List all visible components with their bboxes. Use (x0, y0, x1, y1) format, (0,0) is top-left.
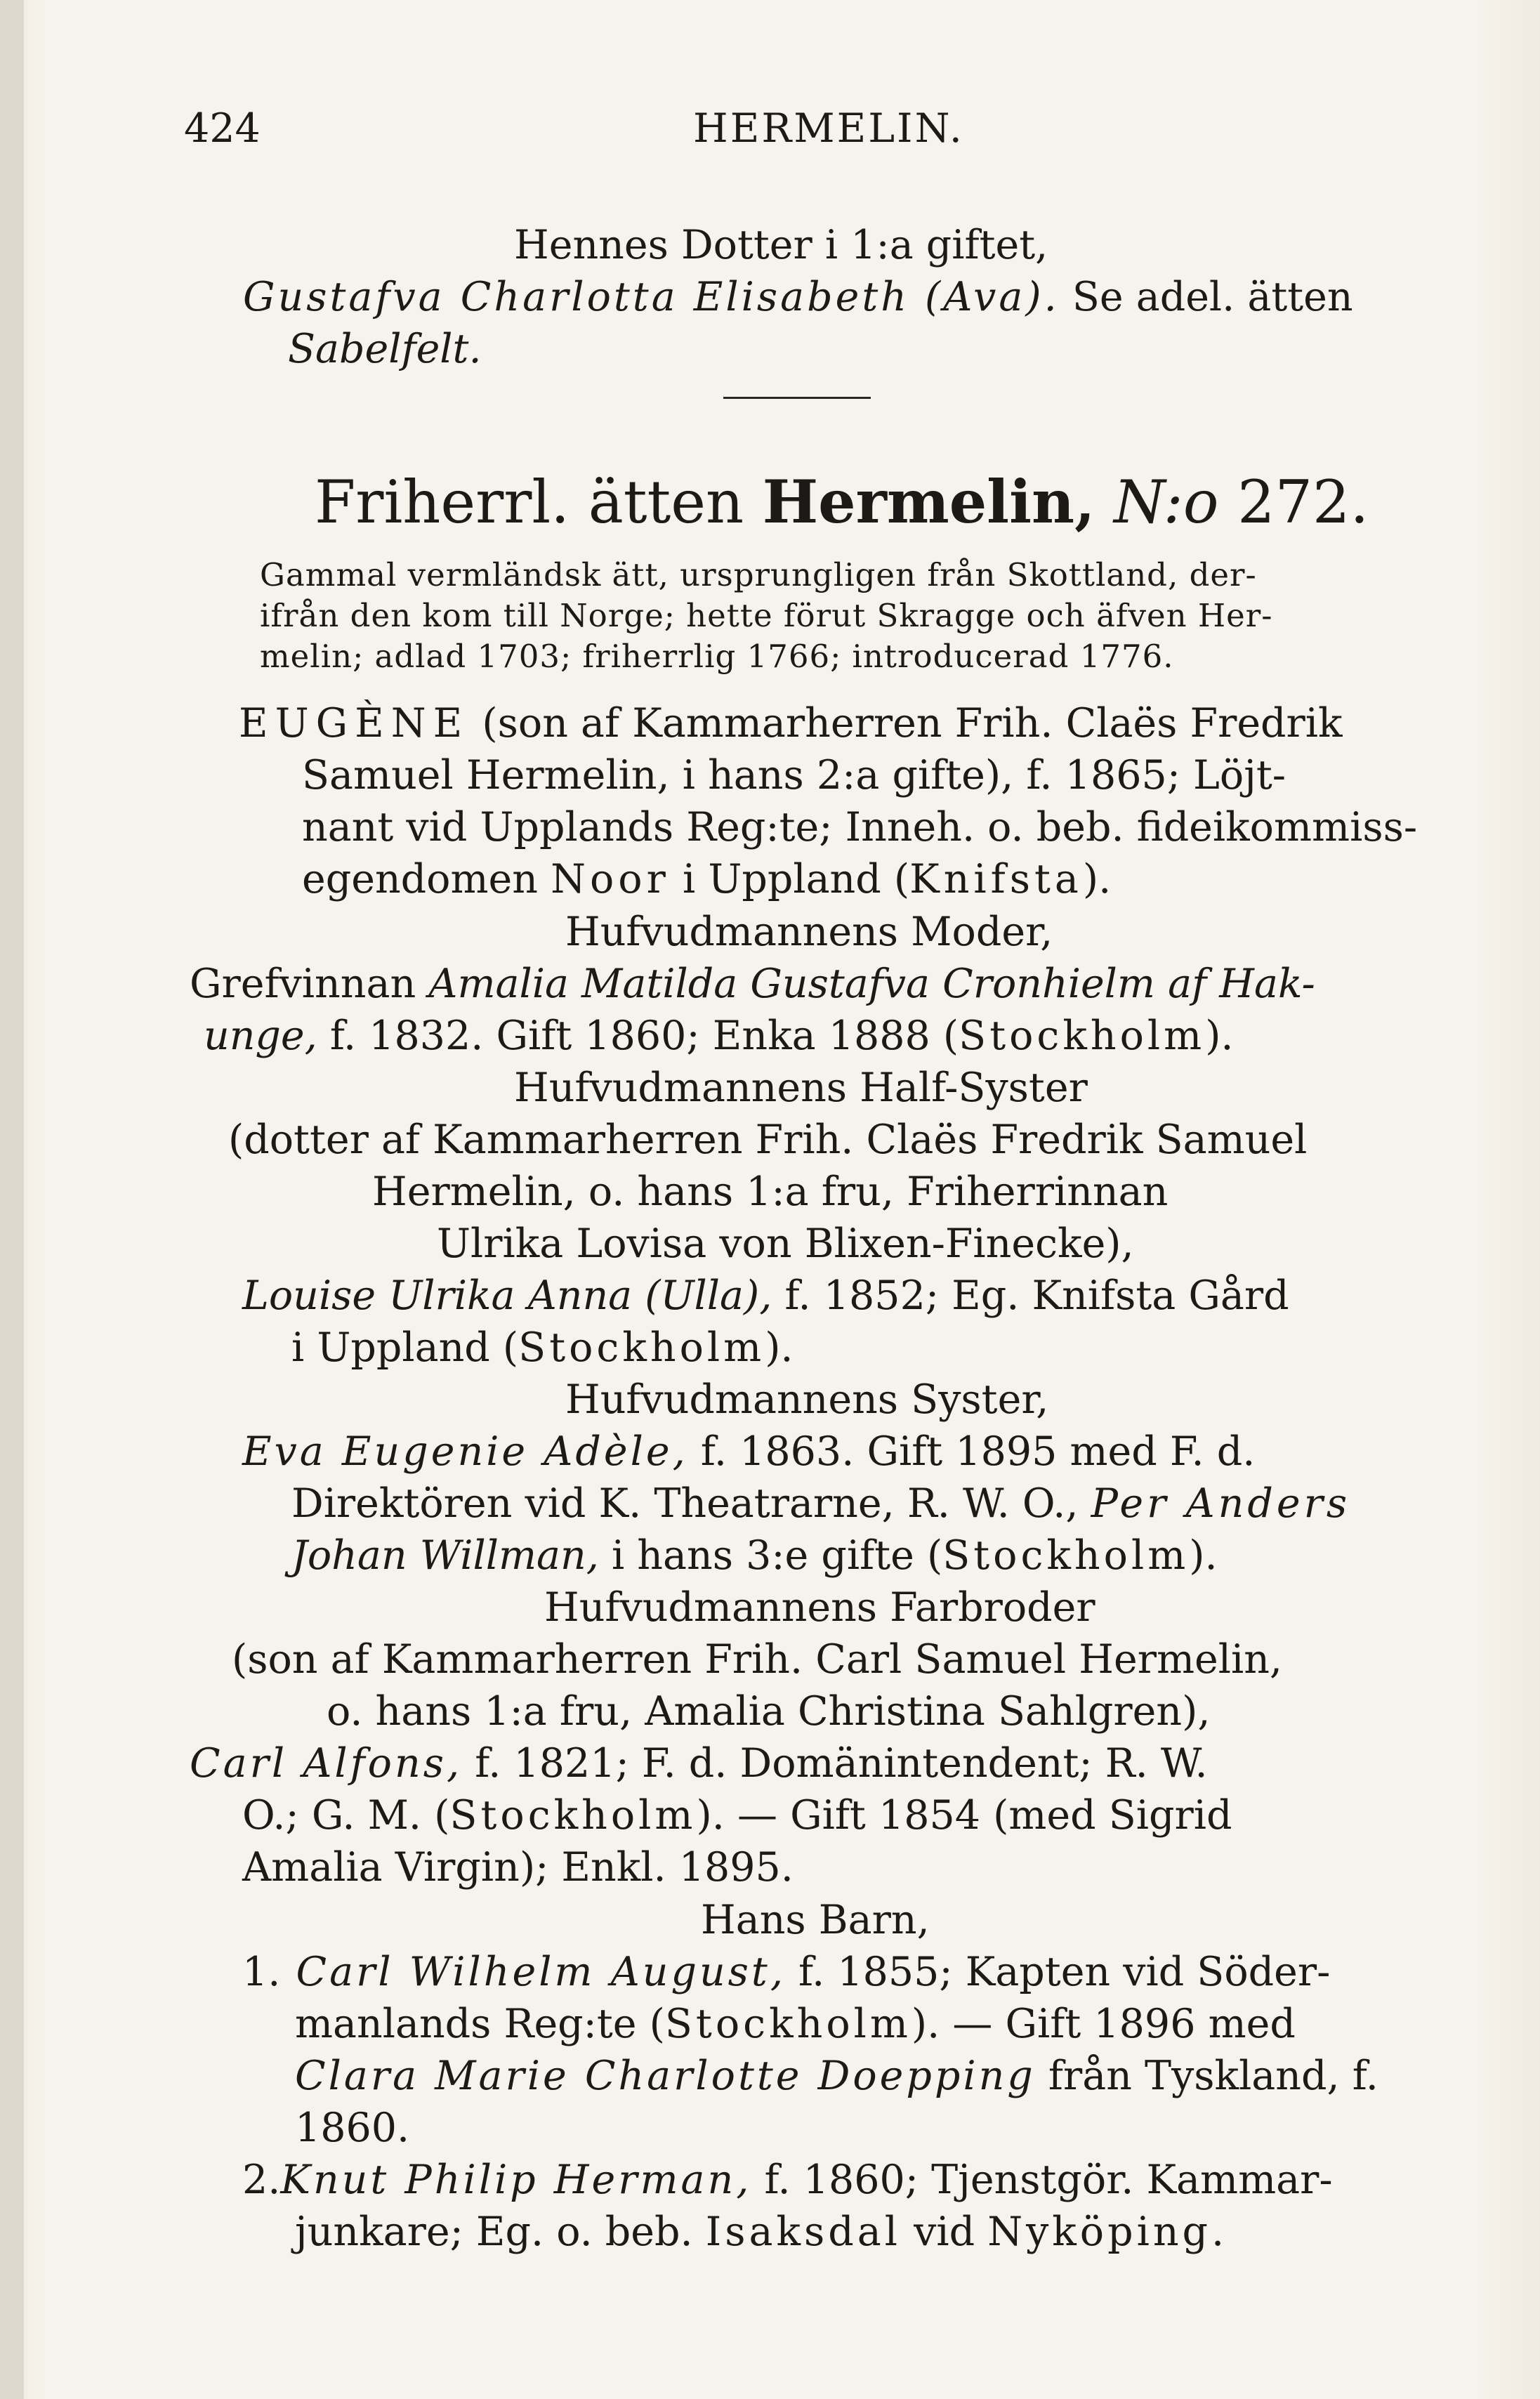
half-sister-section (190, 1062, 1454, 1374)
half-sister-line-1 (190, 1270, 1454, 1322)
head-line-4-a: egendomen (302, 856, 551, 902)
head-line-4-c: ). (1082, 856, 1112, 902)
mother-name: Amalia Matilda Gustafva Cronhielm af Hak- (428, 961, 1315, 1007)
children-section (190, 1894, 1454, 2258)
sister-line-2-a: Direktören vid K. Theatrarne, R. W. O., (291, 1480, 1091, 1527)
half-sister-line-2-b: ). (765, 1325, 794, 1371)
head-entry-line-2: Samuel Hermelin, i hans 2:a gifte), f. 1865; Löjt- (302, 752, 1286, 798)
half-sister-name: Louise Ulrika Anna (Ulla), (242, 1273, 772, 1319)
uncle-line-2-a: O.; G. M. ( (242, 1792, 450, 1839)
intro-line-3: Sabelfelt. (288, 326, 482, 372)
uncle-parent-2: o. hans 1:a fru, Amalia Christina Sahlgren), (327, 1688, 1211, 1735)
half-sister-parent-2: Hermelin, o. hans 1:a fru, Friherrinnan (372, 1169, 1169, 1215)
uncle-line-1 (190, 1737, 1454, 1789)
head-line-4-b: i Uppland ( (669, 856, 910, 902)
child-1-place: Stockholm (664, 2001, 912, 2047)
sister-place: Stockholm (942, 1532, 1190, 1579)
uncle-line-3: Amalia Virgin); Enkl. 1895. (242, 1844, 794, 1891)
half-sister-parent-1: (dotter af Kammarherren Frih. Claës Fredrik Samuel (228, 1117, 1308, 1163)
child-2-line-2-a: junkare; Eg. o. beb. (295, 2209, 706, 2255)
history-line-2: ifrån den kom till Norge; hette förut Skragge och äfven Her- (260, 597, 1273, 634)
head-parish: Knifsta (909, 856, 1083, 902)
history-line-3: melin; adlad 1703; friherrlig 1766; introducerad 1776. (260, 638, 1174, 675)
child-2-line-2-b: vid (901, 2209, 988, 2255)
child-1-line-3 (190, 2050, 1454, 2102)
head-estate: Noor (551, 856, 670, 902)
title-name: Hermelin, (762, 467, 1095, 537)
history-line-1: Gammal vermländsk ätt, ursprungligen från Skottland, der- (260, 556, 1257, 593)
family-title (315, 467, 1369, 537)
intro-block (190, 219, 1454, 375)
uncle-parent-1: (son af Kammarherren Frih. Carl Samuel Hermelin, (232, 1636, 1283, 1683)
child-1-line-2-a: manlands Reg:te ( (295, 2001, 665, 2047)
uncle-name: Carl Alfons, (190, 1740, 463, 1787)
half-sister-line-1-rest: f. 1852; Eg. Knifsta Gård (772, 1273, 1289, 1319)
child-1-name: Carl Wilhelm August, (280, 1949, 786, 1995)
head-entry-line-4 (239, 853, 1503, 905)
child-2-line-1-rest: f. 1860; Tjenstgör. Kammar- (751, 2157, 1333, 2203)
children-heading: Hans Barn, (701, 1897, 930, 1943)
child-1-spouse-name: Clara Marie Charlotte Doepping (295, 2053, 1036, 2099)
mother-line-2-rest: f. 1832. Gift 1860; Enka 1888 ( (317, 1013, 959, 1059)
page-header (184, 105, 1448, 162)
intro-line-2 (190, 271, 1454, 323)
sister-section (190, 1374, 1454, 1582)
child-2-name: Knut Philip Herman, (280, 2157, 752, 2203)
page-number: 424 (184, 105, 261, 152)
title-num-prefix: N:o (1095, 468, 1219, 537)
separator-rule (723, 397, 871, 399)
sister-spouse-name-end: Johan Willman, (291, 1532, 599, 1579)
uncle-section (190, 1582, 1454, 1893)
sister-line-3-end: ). (1189, 1532, 1218, 1579)
half-sister-heading: Hufvudmannens Half-Syster (514, 1065, 1088, 1111)
head-entry-line-1 (239, 697, 1503, 749)
page-edge-shadow (0, 0, 24, 2399)
child-1-line-3-rest: från Tyskland, f. (1035, 2053, 1378, 2099)
mother-heading: Hufvudmannens Moder, (565, 909, 1053, 955)
child-1-line-2-b: ). — Gift 1896 med (911, 2001, 1296, 2047)
half-sister-line-2-a: i Uppland ( (291, 1325, 519, 1371)
child-1-line-1-rest: f. 1855; Kapten vid Söder- (785, 1949, 1331, 1995)
child-2-line-1 (190, 2154, 1454, 2206)
head-line-1-rest: (son af Kammarherren Frih. Claës Fredrik (469, 700, 1343, 747)
running-head: HERMELIN. (693, 105, 964, 152)
uncle-line-1-rest: f. 1821; F. d. Domänintendent; R. W. (462, 1740, 1208, 1787)
mother-line-1 (190, 958, 1454, 1010)
uncle-heading: Hufvudmannens Farbroder (544, 1584, 1095, 1631)
head-entry (239, 697, 1503, 905)
mother-place: Stockholm (959, 1013, 1206, 1059)
history-block (260, 555, 1524, 677)
mother-title: Grefvinnan (190, 961, 429, 1007)
uncle-place: Stockholm (449, 1792, 697, 1839)
child-2-estate: Isaksdal (705, 2209, 902, 2255)
mother-section (190, 906, 1454, 1062)
sister-line-2 (190, 1478, 1454, 1530)
sister-spouse-name: Per Anders (1091, 1480, 1351, 1527)
child-1-line-4: 1860. (295, 2105, 410, 2151)
child-1-line-1 (190, 1946, 1454, 1998)
child-2-town: Nyköping (987, 2209, 1212, 2255)
sister-line-3-rest: i hans 3:e gifte ( (598, 1532, 943, 1579)
sister-name: Eva Eugenie Adèle, (242, 1428, 688, 1475)
uncle-line-2-b: ). — Gift 1854 (med Sigrid (696, 1792, 1232, 1839)
sister-heading: Hufvudmannens Syster, (565, 1376, 1049, 1423)
title-number: 272. (1218, 468, 1369, 537)
head-entry-line-3: nant vid Upplands Reg:te; Inneh. o. beb. fideikommiss- (302, 804, 1418, 850)
uncle-line-2 (190, 1789, 1454, 1841)
sister-line-3 (190, 1530, 1454, 1582)
half-sister-place: Stockholm (518, 1325, 765, 1371)
child-1-line-2 (190, 1998, 1454, 2050)
sister-line-1 (190, 1426, 1454, 1478)
half-sister-parent-3: Ulrika Lovisa von Blixen-Finecke), (437, 1221, 1134, 1267)
child-2-line-2-c: . (1211, 2209, 1225, 2255)
title-prefix: Friherrl. ätten (315, 468, 763, 537)
child-2-line-2 (190, 2206, 1454, 2258)
sister-line-1-rest: f. 1863. Gift 1895 med F. d. (687, 1428, 1256, 1475)
half-sister-line-2 (190, 1322, 1454, 1374)
mother-name-end: unge, (204, 1013, 317, 1059)
intro-line-2-rest: Se adel. ätten (1059, 274, 1353, 320)
head-name: EUGÈNE (239, 700, 470, 747)
child-2-number: 2. (242, 2157, 281, 2203)
child-1-number: 1. (242, 1949, 281, 1995)
intro-line-1: Hennes Dotter i 1:a giftet, (514, 222, 1048, 268)
mother-line-2-end: ). (1205, 1013, 1234, 1059)
intro-name: Gustafva Charlotta Elisabeth (Ava). (243, 274, 1060, 320)
mother-line-2 (190, 1010, 1454, 1062)
